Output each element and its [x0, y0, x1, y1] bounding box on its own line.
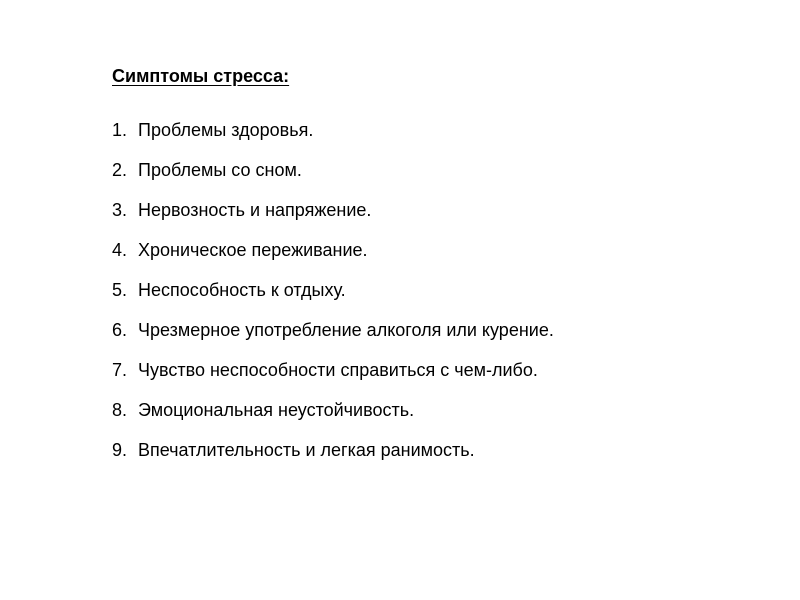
list-item-number: 4. [112, 240, 128, 260]
list-item-text: Эмоциональная неустойчивость. [138, 400, 415, 420]
list-item [112, 277, 554, 303]
symptom-list [112, 117, 554, 477]
list-item-text: Проблемы со сном. [138, 160, 302, 180]
list-item-text: Неспособность к отдыху. [138, 280, 346, 300]
list-item-number: 1. [112, 120, 128, 140]
list-item-text: Нервозность и напряжение. [138, 200, 372, 220]
list-item-number: 3. [112, 200, 128, 220]
list-item [112, 437, 554, 463]
list-item-number: 6. [112, 320, 128, 340]
list-item [112, 357, 554, 383]
list-item [112, 397, 554, 423]
list-item [112, 317, 554, 343]
list-item [112, 117, 554, 143]
slide-title: Симптомы стресса: [112, 66, 290, 86]
list-item [112, 237, 554, 263]
list-item-text: Проблемы здоровья. [138, 120, 314, 140]
list-item-number: 7. [112, 360, 128, 380]
list-item-text: Чрезмерное употребление алкоголя или курение. [138, 320, 554, 340]
list-item-number: 5. [112, 280, 128, 300]
list-item-text: Хроническое переживание. [138, 240, 368, 260]
list-item-text: Чувство неспособности справиться с чем-либо. [138, 360, 538, 380]
list-item-text: Впечатлительность и легкая ранимость. [138, 440, 475, 460]
list-item-number: 8. [112, 400, 128, 420]
list-item-number: 2. [112, 160, 128, 180]
list-item-number: 9. [112, 440, 128, 460]
list-item [112, 197, 554, 223]
list-item [112, 157, 554, 183]
